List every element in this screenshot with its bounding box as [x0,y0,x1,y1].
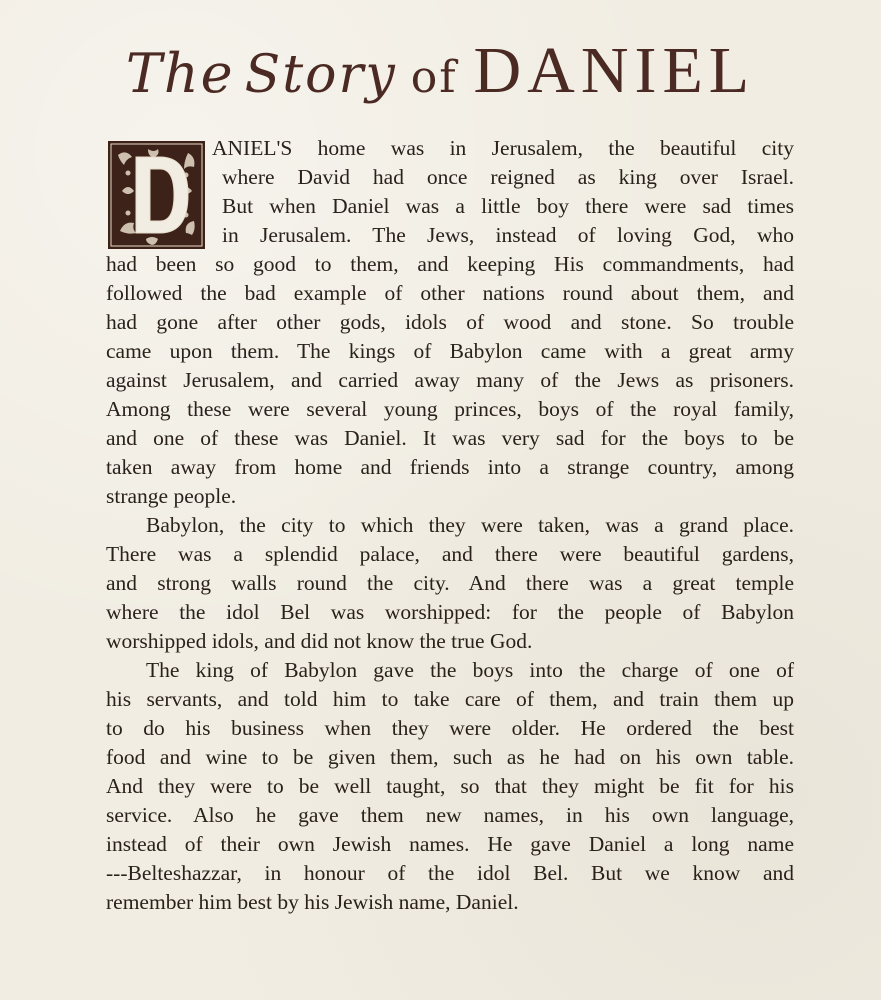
text-line: remember him best by his Jewish name, Daniel. [106,890,519,914]
text-line: Among these were several young princes, boys of the royal family, [106,397,794,421]
text-line: followed the bad example of other nations round about them, and [106,281,794,305]
text-line: where David had once reigned as king over Israel. [222,165,794,189]
text-line: against Jerusalem, and carried away many of the Jews as prisoners. [106,368,794,392]
text-line: his servants, and told him to take care of them, and train them up [106,687,794,711]
title-word-daniel: DANIEL [473,34,756,107]
text-line: had been so good to them, and keeping His commandments, had [106,252,794,276]
text-line: strange people. [106,484,237,508]
text-line: came upon them. The kings of Babylon came with a great army [106,339,794,363]
page-title [0,34,881,107]
text-line: had gone after other gods, idols of wood and stone. So trouble [106,310,794,334]
title-word-story: Story [244,45,397,105]
text-line: food and wine to be given them, such as he had on his own table. [106,745,794,769]
text-line: in Jerusalem. The Jews, instead of loving God, who [222,223,794,247]
text-line: instead of their own Jewish names. He gave Daniel a long name [106,832,794,856]
title-word-of: of [410,52,458,103]
dropcap-d-ornament [108,141,205,249]
text-line: and strong walls round the city. And there was a great temple [106,571,794,595]
text-line: And they were to be well taught, so that they might be fit for his [106,774,794,798]
text-line: taken away from home and friends into a strange country, among [106,455,794,479]
text-line: service. Also he gave them new names, in his own language, [106,803,794,827]
text-line: There was a splendid palace, and there were beautiful gardens, [106,542,794,566]
text-line: ANIEL'S home was in Jerusalem, the beautiful city [212,136,794,160]
text-line: and one of these was Daniel. It was very sad for the boys to be [106,426,794,450]
text-line: ---Belteshazzar, in honour of the idol Bel. But we know and [106,861,794,885]
text-line: Babylon, the city to which they were taken, was a grand place. [146,513,794,537]
title-word-the: The [125,42,235,105]
text-line: But when Daniel was a little boy there were sad times [222,194,794,218]
text-line: where the idol Bel was worshipped: for the people of Babylon [106,600,794,624]
text-line: worshipped idols, and did not know the true God. [106,629,533,653]
text-line: The king of Babylon gave the boys into the charge of one of [146,658,794,682]
text-line: to do his business when they were older. He ordered the best [106,716,794,740]
